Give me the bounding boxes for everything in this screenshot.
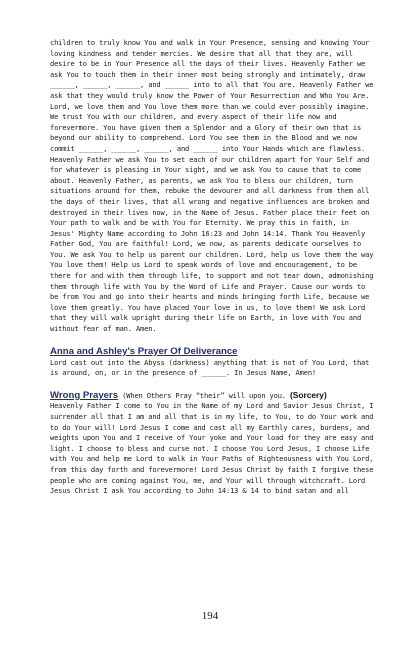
wrong-prayers-heading: Wrong Prayers (50, 389, 119, 401)
page-number: 194 (201, 610, 219, 622)
wrong-prayers-note: (When Others Pray “their” will upon you. (118, 390, 290, 400)
body-paragraph: children to truly know You and walk in Your Presence, sensing and knowing Your loving kindness and tender mercies. We desire that all that they are, will desire to be in Your Presence all the days of their lives. Heavenly Father we ask You to touch them in their inner most being strongly and intimately, draw ______, ______, ______, and ______ into to all that You are. Heavenly Father we ask that they would truly know the Power of Your Resurrection and Who You Are. Lord, we love them and You love them more than we could ever possibly imagine. We trust You with our children, and every aspect of their life now and forevermore. You have given them a Splendor and a Glory of their own that is beyond our ability to comprehend. Lord You see them in the Blood and we now commit ______, ______, ______, and ______ into Your Hands which are flawless. Heavenly Father we ask You to set each of our children apart for Your Self and for whatever is pleasing in Your sight, and we ask You to cause that to come about. Heavenly Father, as parents, we ask You to bless our children, turn situations around for them, rebuke the devourer and all darkness from them all the days of their lives, that all wrong and negative influences are broken and destroyed in their lives now, in the Name of Jesus. Father place their feet on Your path to walk and be with You for Eternity. We pray this in faith, in Jesus' Mighty Name according to John 16:23 and John 14:14. Thank You Heavenly Father God, You are faithful! Lord, we now, as parents dedicate ourselves to You. We ask You to help us parent our children. Lord, help us love them the way You love them! Help us Lord to speak words of love and encouragement, to be there for and with them through life, to support and not tear down, admonishing them through life with You by the Word of Life and Prayer. Cause our words to be from You and go into their hearts and minds bringing forth Life, because we love them greatly. You have placed Your love in us, to love them! We ask Lord that they will walk upright during their life on Earth, in love with You and without fear of man. Amen. (50, 38, 374, 334)
deliverance-paragraph: Lord cast out into the Abyss (darkness) anything that is not of You Lord, that is around, on, or in the presence of ______. In Jesus Name, Amen! (50, 357, 370, 378)
wrong-prayers-paragraph: Heavenly Father I come to You in the Name of my Lord and Savior Jesus Christ, I surrender all that I am and all that is in my life, to You, to do Your work and to do Your will! Lord Jesus I come and cast all my Earthly cares, burdens, and weights upon You and I receive of Your yoke and Your load for they are easy and light. I choose to bless and curse not. I choose You Lord Jesus, I choose Life with You and help me Lord to walk in Your Paths of Righteousness with You Lord, from this day forth and forevermore! Lord Jesus Christ by faith I forgive these people who are coming against You, me, and Your will through witchcraft. Lord Jesus Christ I ask You according to John 14:13 & 14 to bind satan and all (50, 401, 374, 496)
sorcery-tag: (Sorcery) (289, 389, 327, 400)
document-page (50, 38, 376, 497)
wrong-prayers-heading-line (50, 390, 376, 402)
deliverance-heading: Anna and Ashley's Prayer Of Deliverance (50, 345, 238, 357)
